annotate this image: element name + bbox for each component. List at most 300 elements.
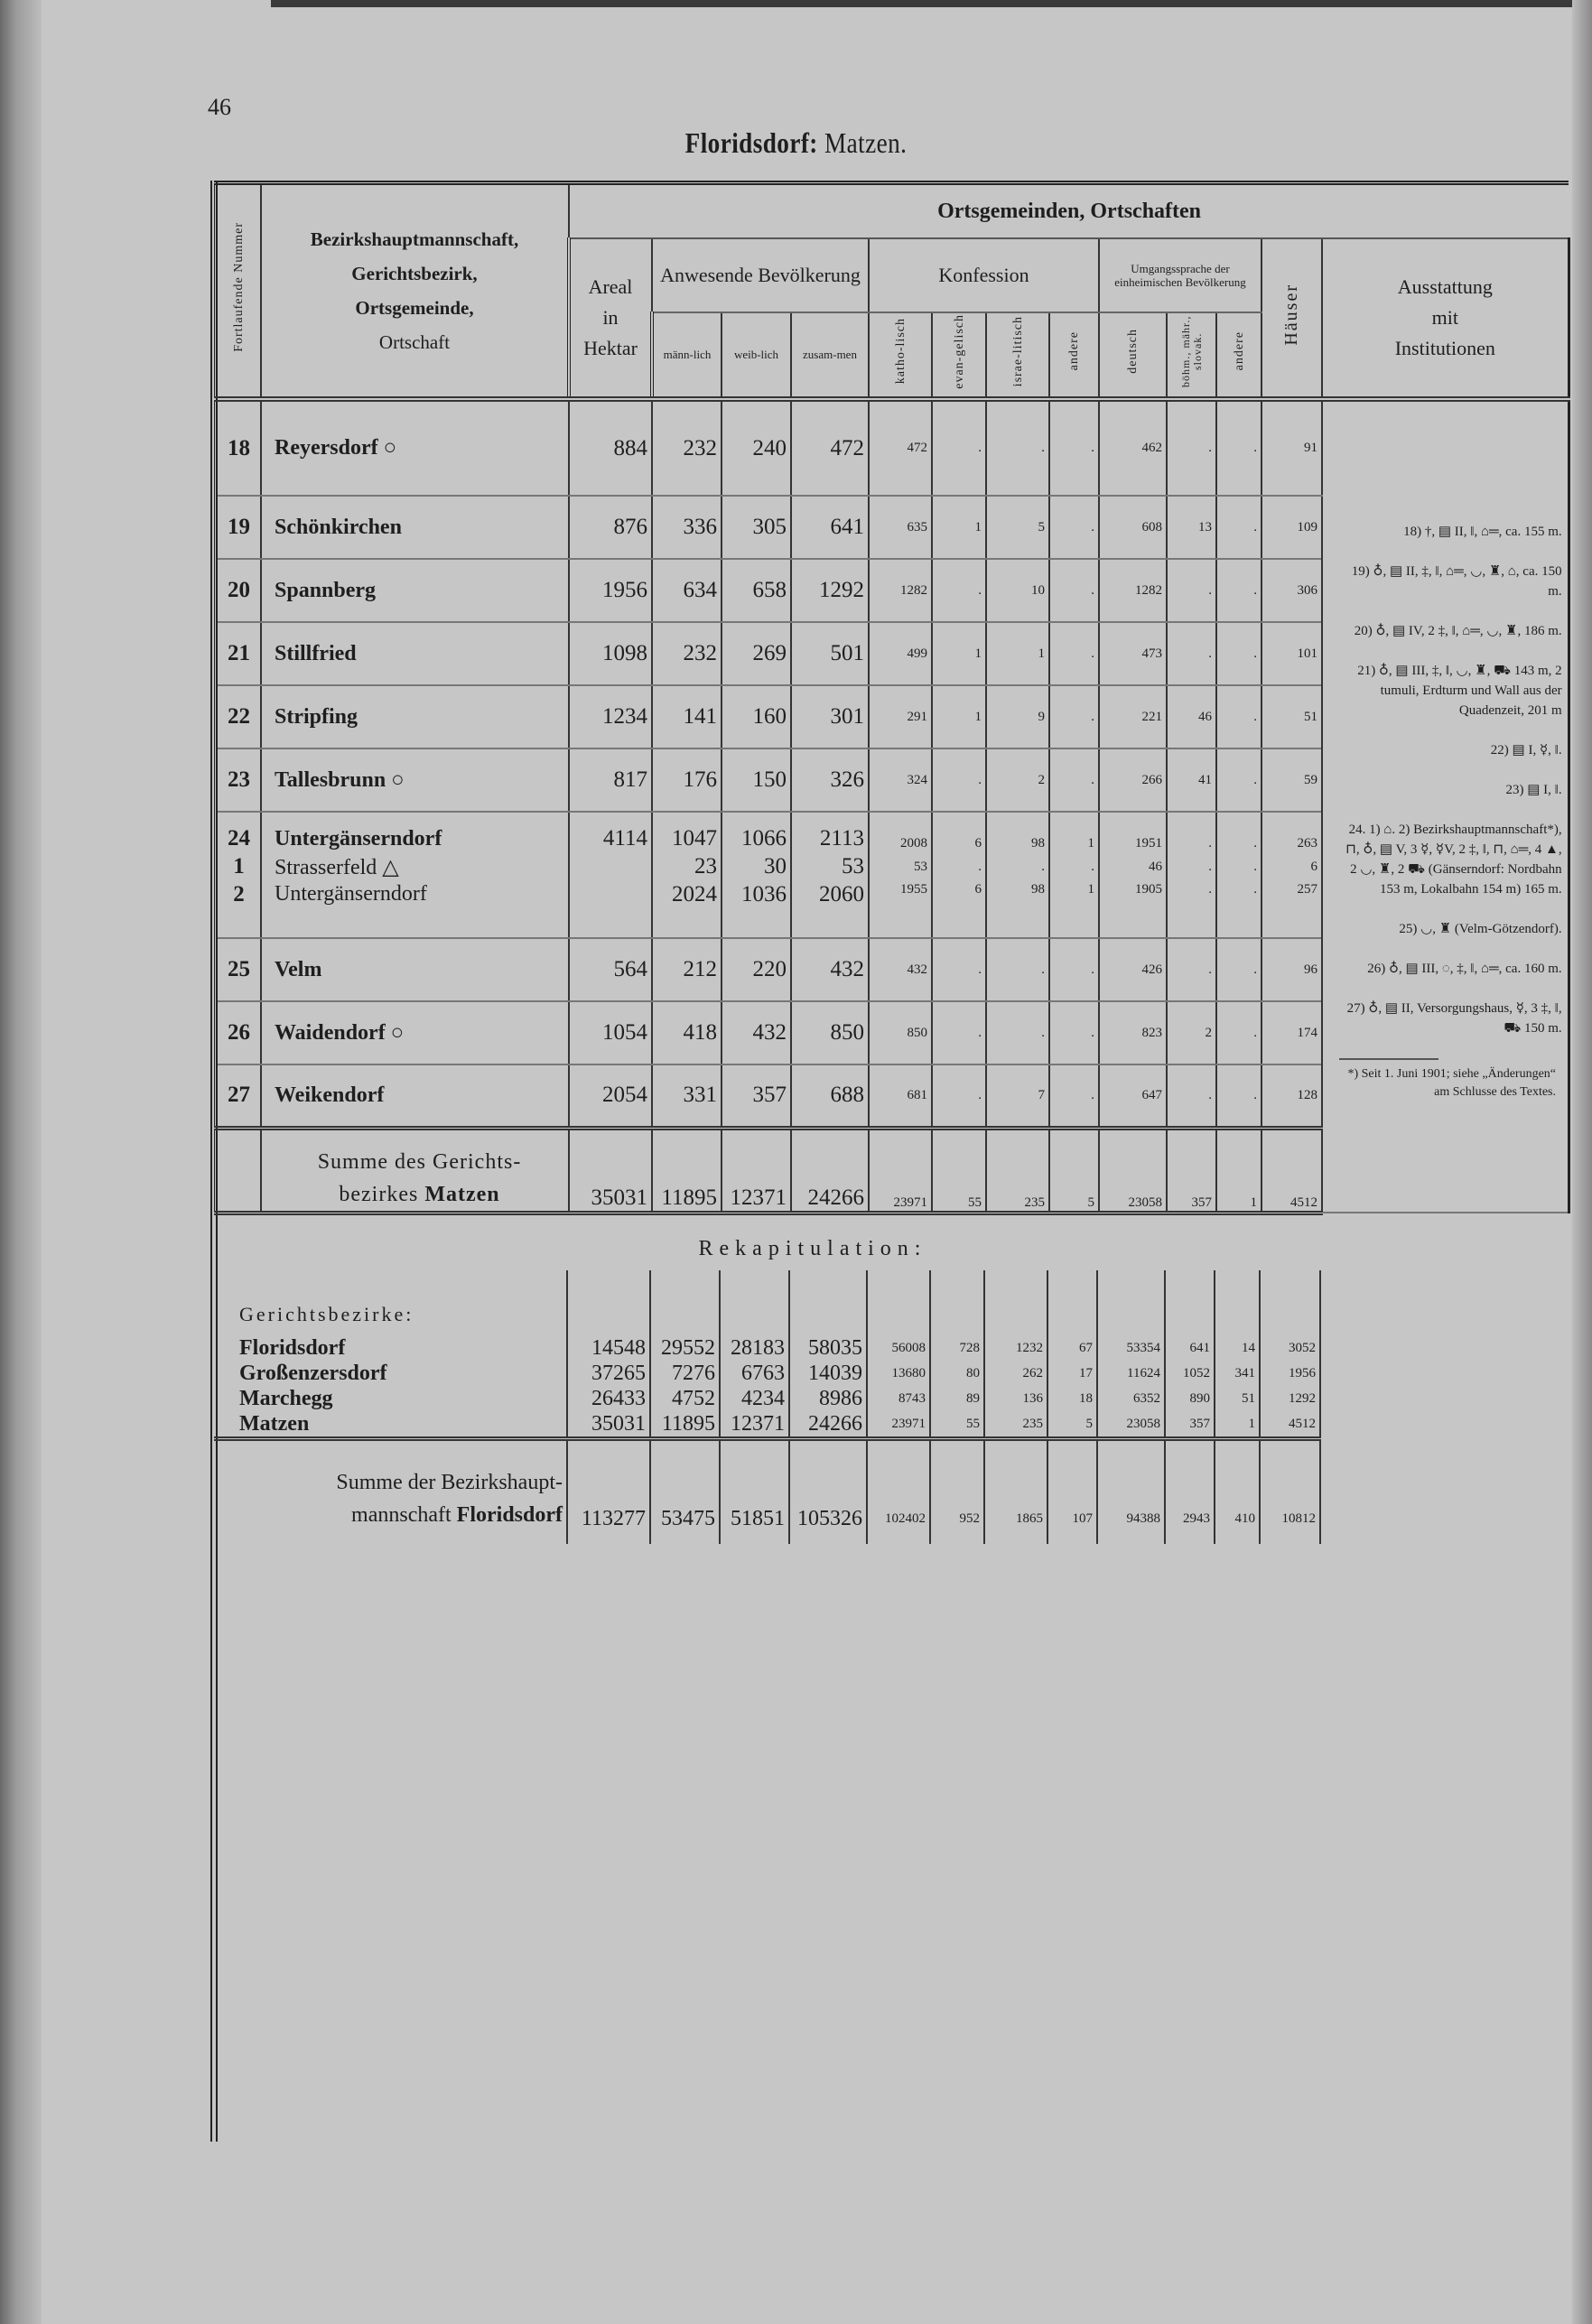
institution-note: 19) ♁, ▤ II, ‡, ǁ, ⌂═, ◡, ♜, ⌂, ca. 150 m. — [1351, 563, 1562, 599]
row-number: 22 — [216, 685, 261, 748]
cell-maennlich: 2024 — [652, 882, 722, 938]
cell-boehmisch: . — [1167, 851, 1216, 882]
row-number: 24 — [216, 812, 261, 851]
cell-sprache-andere: . — [1216, 622, 1261, 685]
cell-haeuser: 306 — [1261, 559, 1322, 622]
row-number: 2 — [216, 882, 261, 938]
cell-konf-andere: . — [1049, 685, 1099, 748]
row-number: 20 — [216, 559, 261, 622]
cell-zusammen: 24266 — [789, 1411, 867, 1439]
header-weiblich: weib-lich — [722, 312, 791, 399]
place-name: Reyersdorf ○ — [261, 399, 569, 496]
header-zusammen: zusam-men — [791, 312, 869, 399]
cell-haeuser: 128 — [1261, 1064, 1322, 1128]
footnote-text: *) Seit 1. Juni 1901; siehe „Änderungen“ am Schlusse des Textes. — [1347, 1066, 1556, 1099]
cell-katholisch: 499 — [869, 622, 932, 685]
cell-konf-andere: 107 — [1047, 1439, 1097, 1545]
cell-maennlich: 53475 — [650, 1439, 720, 1545]
cell-maennlich: 232 — [652, 399, 722, 496]
cell-sprache-andere: . — [1216, 496, 1261, 559]
cell-deutsch: 6352 — [1097, 1386, 1165, 1411]
cell-haeuser: 10812 — [1260, 1439, 1320, 1545]
cell-sprache-andere: 341 — [1215, 1361, 1260, 1386]
cell-konf-andere: 5 — [1049, 1128, 1099, 1213]
header-konf-andere: andere — [1049, 312, 1099, 399]
cell-zusammen: 688 — [791, 1064, 869, 1128]
cell-katholisch: 56008 — [867, 1335, 930, 1361]
cell-israelitisch: . — [986, 938, 1049, 1001]
cell-israelitisch: 2 — [986, 748, 1049, 812]
cell-evangelisch: 952 — [930, 1439, 984, 1545]
scan-edge-right — [1572, 0, 1592, 2324]
cell-deutsch: 1951 — [1099, 812, 1167, 851]
cell-boehmisch: . — [1167, 812, 1216, 851]
footnote — [1339, 1058, 1556, 1102]
title-district: Floridsdorf: — [684, 126, 818, 159]
row-number: 23 — [216, 748, 261, 812]
header-maennlich: männ-lich — [652, 312, 722, 399]
cell-weiblich: 1066 — [722, 812, 791, 851]
recap-row — [214, 1386, 1320, 1411]
cell-maennlich: 1047 — [652, 812, 722, 851]
cell-boehmisch: 2 — [1167, 1001, 1216, 1064]
cell-evangelisch: 1 — [932, 496, 986, 559]
cell-katholisch: 2008 — [869, 812, 932, 851]
cell-zusammen: 501 — [791, 622, 869, 685]
header-israelitisch: israe-litisch — [986, 312, 1049, 399]
cell-evangelisch: 6 — [932, 812, 986, 851]
summe-label-line1: Summe des Gerichts- — [317, 1149, 522, 1174]
cell-evangelisch: . — [932, 399, 986, 496]
place-name: Untergänserndorf — [261, 882, 569, 938]
page-title — [119, 126, 1473, 160]
row-number: 19 — [216, 496, 261, 559]
notes-list — [1323, 504, 1568, 1111]
cell-haeuser: 1956 — [1260, 1361, 1320, 1386]
cell-boehmisch: 41 — [1167, 748, 1216, 812]
cell-haeuser: 4512 — [1260, 1411, 1320, 1439]
institution-note: 22) ▤ I, ☿, ǁ. — [1490, 742, 1562, 758]
institution-note: 21) ♁, ▤ III, ‡, ǁ, ◡, ♜, ⛟ 143 m, 2 tumuli, Erdturm und Wall aus der Quadenzeit, 201 m — [1357, 663, 1562, 718]
cell-zusammen: 641 — [791, 496, 869, 559]
cell-konf-andere: . — [1049, 559, 1099, 622]
cell-areal: 2054 — [569, 1064, 652, 1128]
cell-weiblich: 432 — [722, 1001, 791, 1064]
cell-evangelisch: . — [932, 938, 986, 1001]
place-name: Untergänserndorf — [261, 812, 569, 851]
summe-label-bold: Matzen — [424, 1182, 500, 1206]
cell-evangelisch: 1 — [932, 622, 986, 685]
cell-maennlich: 176 — [652, 748, 722, 812]
recap-summe-bold: Floridsdorf — [456, 1503, 563, 1527]
cell-haeuser: 101 — [1261, 622, 1322, 685]
place-name: Waidendorf ○ — [261, 1001, 569, 1064]
cell-israelitisch: 7 — [986, 1064, 1049, 1128]
cell-katholisch: 291 — [869, 685, 932, 748]
cell-sprache-andere: 1 — [1215, 1411, 1260, 1439]
page-number: 46 — [208, 94, 231, 120]
cell-boehmisch: . — [1167, 1064, 1216, 1128]
cell-konf-andere: 67 — [1047, 1335, 1097, 1361]
cell-konf-andere: 1 — [1049, 812, 1099, 851]
cell-zusammen: 1292 — [791, 559, 869, 622]
place-name: Tallesbrunn ○ — [261, 748, 569, 812]
cell-areal: 1234 — [569, 685, 652, 748]
cell-deutsch: 46 — [1099, 851, 1167, 882]
header-ausstattung: Ausstattung mit Institutionen — [1322, 238, 1569, 399]
header-katholisch: katho-lisch — [869, 312, 932, 399]
cell-katholisch: 635 — [869, 496, 932, 559]
cell-israelitisch: 136 — [984, 1386, 1047, 1411]
cell-konf-andere: . — [1049, 622, 1099, 685]
cell-sprache-andere: 51 — [1215, 1386, 1260, 1411]
cell-deutsch: 1905 — [1099, 882, 1167, 938]
cell-weiblich: 357 — [722, 1064, 791, 1128]
cell-sprache-andere: . — [1216, 812, 1261, 851]
row-number: 21 — [216, 622, 261, 685]
cell-deutsch: 473 — [1099, 622, 1167, 685]
cell-weiblich: 12371 — [722, 1128, 791, 1213]
cell-katholisch: 1282 — [869, 559, 932, 622]
cell-maennlich: 232 — [652, 622, 722, 685]
header-name: Bezirkshauptmannschaft, Gerichtsbezirk, Ortsgemeinde, Ortschaft — [261, 183, 569, 400]
cell-maennlich: 212 — [652, 938, 722, 1001]
recap-spacer-cell — [720, 1270, 789, 1335]
cell-israelitisch: 262 — [984, 1361, 1047, 1386]
cell-areal: 1054 — [569, 1001, 652, 1064]
cell-haeuser: 1292 — [1260, 1386, 1320, 1411]
cell-deutsch: 462 — [1099, 399, 1167, 496]
place-name: Strasserfeld △ — [261, 851, 569, 882]
cell-katholisch: 1955 — [869, 882, 932, 938]
cell-deutsch: 221 — [1099, 685, 1167, 748]
institution-note: 20) ♁, ▤ IV, 2 ‡, ǁ, ⌂═, ◡, ♜, 186 m. — [1354, 623, 1562, 638]
cell-israelitisch: 235 — [986, 1128, 1049, 1213]
cell-boehmisch: . — [1167, 399, 1216, 496]
cell-boehmisch: . — [1167, 622, 1216, 685]
cell-boehmisch: 1052 — [1165, 1361, 1215, 1386]
recap-row — [214, 1361, 1320, 1386]
recap-spacer — [214, 1270, 1320, 1335]
cell-haeuser: 96 — [1261, 938, 1322, 1001]
institution-note: 27) ♁, ▤ II, Versorgungshaus, ☿, 3 ‡, ǁ, ⛟ 150 m. — [1346, 1000, 1562, 1036]
cell-maennlich: 141 — [652, 685, 722, 748]
header-umgangssprache: Umgangssprache der einheimischen Bevölkerung — [1099, 238, 1261, 312]
table-row — [216, 399, 1569, 496]
cell-katholisch: 23971 — [869, 1128, 932, 1213]
cell-israelitisch: 235 — [984, 1411, 1047, 1439]
cell-sprache-andere: . — [1216, 685, 1261, 748]
cell-areal: 35031 — [567, 1411, 650, 1439]
cell-evangelisch: . — [932, 1064, 986, 1128]
header-konfession: Konfession — [869, 238, 1099, 312]
cell-deutsch: 426 — [1099, 938, 1167, 1001]
cell-haeuser: 91 — [1261, 399, 1322, 496]
cell-katholisch: 23971 — [867, 1411, 930, 1439]
header-sprache-andere: andere — [1216, 312, 1261, 399]
court-district-name: Großenzersdorf — [239, 1362, 387, 1385]
cell-deutsch: 23058 — [1099, 1128, 1167, 1213]
cell-konf-andere: . — [1049, 1064, 1099, 1128]
row-number: 26 — [216, 1001, 261, 1064]
cell-zusammen: 2060 — [791, 882, 869, 938]
cell-zusammen: 58035 — [789, 1335, 867, 1361]
cell-weiblich: 269 — [722, 622, 791, 685]
institution-note: 26) ♁, ▤ III, ◌, ‡, ǁ, ⌂═, ca. 160 m. — [1367, 961, 1562, 976]
cell-katholisch: 8743 — [867, 1386, 930, 1411]
cell-boehmisch: 13 — [1167, 496, 1216, 559]
row-number: 27 — [216, 1064, 261, 1128]
cell-maennlich: 4752 — [650, 1386, 720, 1411]
cell-konf-andere: 18 — [1047, 1386, 1097, 1411]
recap-spacer-cell — [789, 1270, 867, 1335]
recap-table — [214, 1270, 1321, 1544]
cell-konf-andere: . — [1049, 1001, 1099, 1064]
cell-israelitisch: . — [986, 399, 1049, 496]
cell-evangelisch: 6 — [932, 882, 986, 938]
cell-katholisch: 102402 — [867, 1439, 930, 1545]
cell-katholisch: 472 — [869, 399, 932, 496]
header-areal: Areal in Hektar — [569, 238, 652, 399]
cell-maennlich: 336 — [652, 496, 722, 559]
cell-boehmisch: . — [1167, 559, 1216, 622]
institution-note: 18) †, ▤ II, ǁ, ⌂═, ca. 155 m. — [1403, 524, 1562, 539]
institution-note: 24. 1) ⌂. 2) Bezirkshauptmannschaft*), ⊓, ♁, ▤ V, 3 ☿, ☿V, 2 ‡, ǁ, ⊓, ⌂═, 4 ▲, 2 ◡, ♜, 2 ⛟ (Gänserndorf: Nordbahn 153 m, Lokalbahn 154 m) 165 m. — [1345, 822, 1562, 897]
cell-boehmisch: 357 — [1165, 1411, 1215, 1439]
recap-spacer-cell — [867, 1270, 930, 1335]
cell-haeuser: 6 — [1261, 851, 1322, 882]
cell-israelitisch: 1865 — [984, 1439, 1047, 1545]
cell-evangelisch: 80 — [930, 1361, 984, 1386]
recap-spacer-cell — [214, 1270, 567, 1335]
recap-table-body — [214, 1270, 1320, 1544]
cell-haeuser: 4512 — [1261, 1128, 1322, 1213]
cell-deutsch: 11624 — [1097, 1361, 1165, 1386]
cell-maennlich: 418 — [652, 1001, 722, 1064]
institution-note: 23) ▤ I, ǁ. — [1505, 782, 1562, 797]
cell-evangelisch: . — [932, 748, 986, 812]
cell-katholisch: 850 — [869, 1001, 932, 1064]
cell-evangelisch: . — [932, 851, 986, 882]
cell-zusammen: 472 — [791, 399, 869, 496]
recap-summe-label — [214, 1439, 567, 1545]
cell-sprache-andere: 1 — [1216, 1128, 1261, 1213]
cell-haeuser: 59 — [1261, 748, 1322, 812]
cell-maennlich: 23 — [652, 851, 722, 882]
cell-zusammen: 432 — [791, 938, 869, 1001]
cell-weiblich: 12371 — [720, 1411, 789, 1439]
institution-note: 25) ◡, ♜ (Velm-Götzendorf). — [1399, 921, 1562, 936]
cell-boehmisch: 357 — [1167, 1128, 1216, 1213]
cell-israelitisch: 5 — [986, 496, 1049, 559]
cell-evangelisch: . — [932, 1001, 986, 1064]
header-boehmisch: böhm., mähr., slovak. — [1167, 312, 1216, 399]
cell-israelitisch: . — [986, 851, 1049, 882]
cell-israelitisch: 98 — [986, 882, 1049, 938]
recap-spacer-cell — [567, 1270, 650, 1335]
cell-haeuser: 109 — [1261, 496, 1322, 559]
cell-sprache-andere: . — [1216, 882, 1261, 938]
cell-weiblich: 51851 — [720, 1439, 789, 1545]
cell-zusammen: 105326 — [789, 1439, 867, 1545]
cell-konf-andere: . — [1049, 851, 1099, 882]
cell-areal: 1098 — [569, 622, 652, 685]
cell-sprache-andere: . — [1216, 938, 1261, 1001]
header-haeuser: Häuser — [1261, 238, 1322, 399]
recap-row — [214, 1411, 1320, 1439]
cell-boehmisch: 46 — [1167, 685, 1216, 748]
cell-evangelisch: 728 — [930, 1335, 984, 1361]
place-name: Spannberg — [261, 559, 569, 622]
cell-weiblich: 6763 — [720, 1361, 789, 1386]
cell-haeuser: 263 — [1261, 812, 1322, 851]
cell-evangelisch: 55 — [932, 1128, 986, 1213]
cell-zusammen: 301 — [791, 685, 869, 748]
recap-spacer-cell — [984, 1270, 1047, 1335]
cell-evangelisch: . — [932, 559, 986, 622]
cell-areal: 876 — [569, 496, 652, 559]
cell-weiblich: 1036 — [722, 882, 791, 938]
cell-areal: 1956 — [569, 559, 652, 622]
cell-haeuser: 174 — [1261, 1001, 1322, 1064]
main-table-body — [216, 399, 1569, 1213]
court-district-name: Matzen — [239, 1412, 310, 1436]
cell-sprache-andere: . — [1216, 559, 1261, 622]
cell-deutsch: 647 — [1099, 1064, 1167, 1128]
header-bevoelkerung: Anwesende Bevölkerung — [652, 238, 869, 312]
cell-maennlich: 7276 — [650, 1361, 720, 1386]
cell-weiblich: 240 — [722, 399, 791, 496]
cell-konf-andere: 5 — [1047, 1411, 1097, 1439]
cell-katholisch: 432 — [869, 938, 932, 1001]
recap-spacer-cell — [1097, 1270, 1165, 1335]
recap-row — [214, 1335, 1320, 1361]
cell-israelitisch: . — [986, 1001, 1049, 1064]
cell-deutsch: 53354 — [1097, 1335, 1165, 1361]
cell-evangelisch: 55 — [930, 1411, 984, 1439]
cell-konf-andere: . — [1049, 748, 1099, 812]
cell-konf-andere: . — [1049, 938, 1099, 1001]
cell-zusammen: 326 — [791, 748, 869, 812]
cell-sprache-andere: 14 — [1215, 1335, 1260, 1361]
cell-areal: 26433 — [567, 1386, 650, 1411]
cell-areal: 14548 — [567, 1335, 650, 1361]
cell-areal: 113277 — [567, 1439, 650, 1545]
summe-label-line2: bezirkes Matzen — [339, 1182, 500, 1206]
place-name: Weikendorf — [261, 1064, 569, 1128]
cell-deutsch: 823 — [1099, 1001, 1167, 1064]
cell-evangelisch: 89 — [930, 1386, 984, 1411]
cell-konf-andere: . — [1049, 399, 1099, 496]
cell-katholisch: 53 — [869, 851, 932, 882]
cell-zusammen: 53 — [791, 851, 869, 882]
cell-israelitisch: 1 — [986, 622, 1049, 685]
cell-boehmisch: 2943 — [1165, 1439, 1215, 1545]
row-number: 25 — [216, 938, 261, 1001]
notes-cell — [1322, 399, 1569, 1213]
row-number: 18 — [216, 399, 261, 496]
cell-weiblich: 30 — [722, 851, 791, 882]
cell-konf-andere: . — [1049, 496, 1099, 559]
cell-katholisch: 681 — [869, 1064, 932, 1128]
place-name: Schönkirchen — [261, 496, 569, 559]
cell-zusammen: 14039 — [789, 1361, 867, 1386]
cell-sprache-andere: . — [1216, 1064, 1261, 1128]
row-number — [216, 1128, 261, 1213]
cell-katholisch: 324 — [869, 748, 932, 812]
cell-boehmisch: 641 — [1165, 1335, 1215, 1361]
cell-sprache-andere: 410 — [1215, 1439, 1260, 1545]
header-number: Fortlaufende Nummer — [216, 183, 261, 400]
cell-konf-andere: 17 — [1047, 1361, 1097, 1386]
cell-weiblich: 4234 — [720, 1386, 789, 1411]
cell-weiblich: 658 — [722, 559, 791, 622]
cell-weiblich: 160 — [722, 685, 791, 748]
cell-maennlich: 634 — [652, 559, 722, 622]
title-court: Matzen. — [817, 126, 908, 159]
cell-maennlich: 29552 — [650, 1335, 720, 1361]
cell-areal — [569, 851, 652, 882]
recap-spacer-cell — [930, 1270, 984, 1335]
cell-deutsch: 23058 — [1097, 1411, 1165, 1439]
cell-boehmisch: . — [1167, 882, 1216, 938]
court-district-name: Floridsdorf — [239, 1336, 346, 1360]
recap-spacer-cell — [1165, 1270, 1215, 1335]
cell-areal: 4114 — [569, 812, 652, 851]
header-evangelisch: evan-gelisch — [932, 312, 986, 399]
cell-konf-andere: 1 — [1049, 882, 1099, 938]
cell-haeuser: 257 — [1261, 882, 1322, 938]
cell-areal: 817 — [569, 748, 652, 812]
cell-haeuser: 51 — [1261, 685, 1322, 748]
scan-edge-top — [271, 0, 1592, 7]
cell-zusammen: 8986 — [789, 1386, 867, 1411]
cell-weiblich: 305 — [722, 496, 791, 559]
cell-weiblich: 220 — [722, 938, 791, 1001]
cell-maennlich: 331 — [652, 1064, 722, 1128]
header-ortsgemeinden: Ortsgemeinden, Ortschaften — [569, 183, 1569, 239]
row-number: 1 — [216, 851, 261, 882]
cell-deutsch: 266 — [1099, 748, 1167, 812]
main-table — [214, 181, 1570, 1215]
recap-spacer-cell — [1215, 1270, 1260, 1335]
recap-spacer-cell — [1260, 1270, 1320, 1335]
cell-areal: 35031 — [569, 1128, 652, 1213]
cell-boehmisch: . — [1167, 938, 1216, 1001]
cell-israelitisch: 98 — [986, 812, 1049, 851]
cell-areal: 564 — [569, 938, 652, 1001]
cell-israelitisch: 9 — [986, 685, 1049, 748]
recap-summe-line1: Summe der Bezirkshaupt- — [336, 1471, 563, 1494]
cell-israelitisch: 1232 — [984, 1335, 1047, 1361]
cell-katholisch: 13680 — [867, 1361, 930, 1386]
cell-sprache-andere: . — [1216, 1001, 1261, 1064]
cell-sprache-andere: . — [1216, 851, 1261, 882]
cell-zusammen: 24266 — [791, 1128, 869, 1213]
cell-weiblich: 28183 — [720, 1335, 789, 1361]
court-district-name: Marchegg — [239, 1387, 333, 1410]
cell-maennlich: 11895 — [652, 1128, 722, 1213]
header-deutsch: deutsch — [1099, 312, 1167, 399]
cell-haeuser: 3052 — [1260, 1335, 1320, 1361]
recap-summe-line2: mannschaft Floridsdorf — [351, 1503, 563, 1527]
cell-areal: 37265 — [567, 1361, 650, 1386]
place-name: Stillfried — [261, 622, 569, 685]
cell-sprache-andere: . — [1216, 399, 1261, 496]
recap-summe-row — [214, 1439, 1320, 1545]
cell-areal — [569, 882, 652, 938]
cell-zusammen: 2113 — [791, 812, 869, 851]
